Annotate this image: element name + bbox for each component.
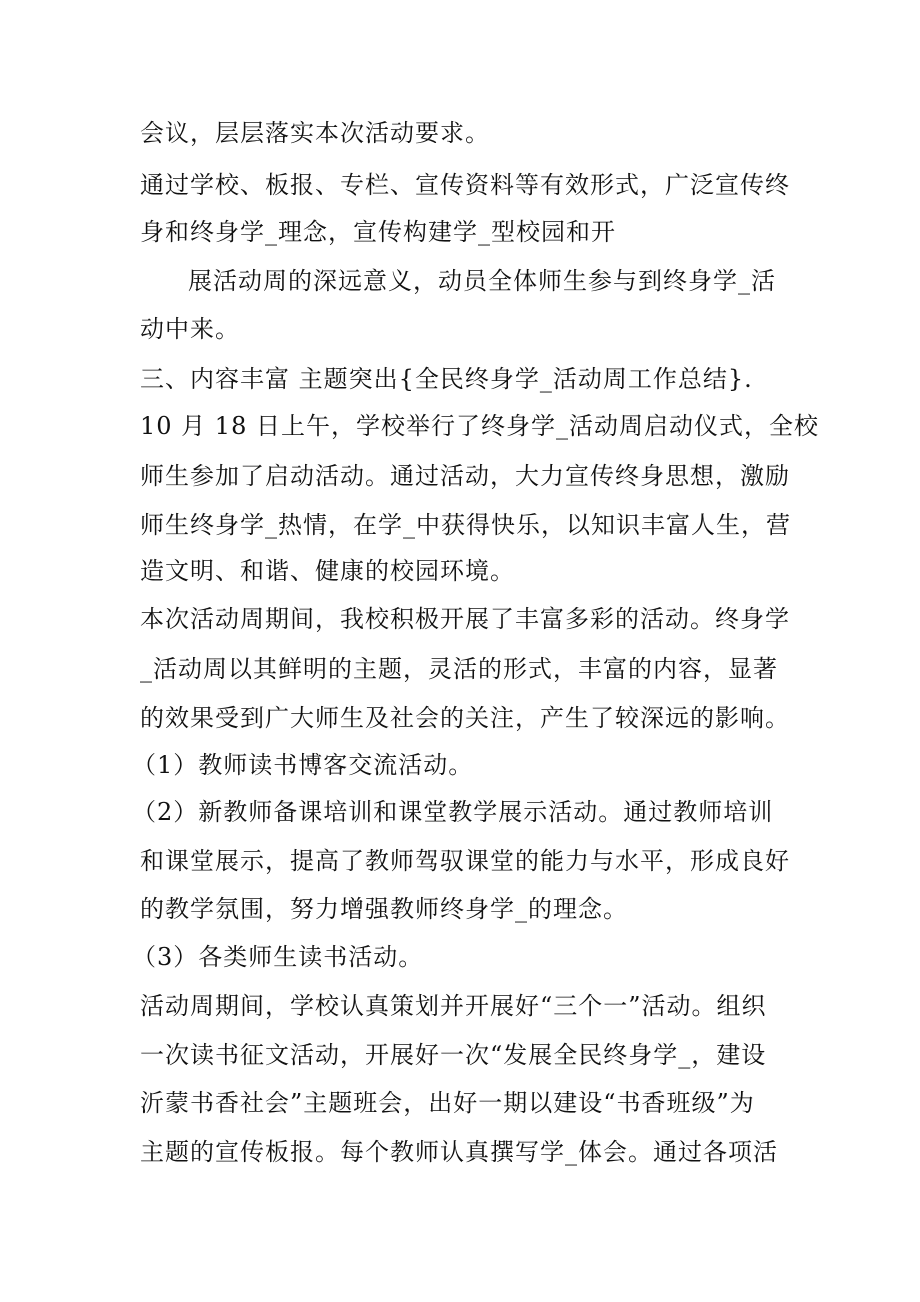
text-line: 通过学校、板报、专栏、宣传资料等有效形式，广泛宣传终 (140, 171, 790, 199)
text-line: 主题的宣传板报。每个教师认真撰写学_体会。通过各项活 (140, 1138, 778, 1166)
text-line: 师生参加了启动活动。通过活动，大力宣传终身思想，激励 (140, 462, 790, 490)
text-line: 师生终身学_热情，在学_中获得快乐，以知识丰富人生，营 (140, 511, 791, 539)
text-line: 沂蒙书香社会”主题班会，出好一期以建设“书香班级”为 (140, 1089, 755, 1117)
text-line: 动中来。 (140, 315, 240, 343)
text-line: 和课堂展示，提高了教师驾驭课堂的能力与水平，形成良好 (140, 847, 790, 875)
text-line: 的教学氛围，努力增强教师终身学_的理念。 (140, 895, 628, 923)
section-heading: 三、内容丰富 主题突出{全民终身学_活动周工作总结}. (140, 365, 753, 393)
text-line: 的效果受到广大师生及社会的关注，产生了较深远的影响。 (140, 704, 790, 732)
list-item: （1）教师读书博客交流活动。 (132, 751, 474, 779)
text-line: 会议，层层落实本次活动要求。 (140, 119, 490, 147)
text-line: 身和终身学_理念，宣传构建学_型校园和开 (140, 218, 616, 246)
text-line: 本次活动周期间，我校积极开展了丰富多彩的活动。终身学 (140, 605, 790, 633)
list-item: （3）各类师生读书活动。 (132, 943, 424, 971)
text-line: 活动周期间，学校认真策划并开展好“三个一”活动。组织 (140, 992, 767, 1020)
text-line: 造文明、和谐、健康的校园环境。 (140, 557, 515, 585)
list-item: （2）新教师备课培训和课堂教学展示活动。通过教师培训 (132, 798, 774, 826)
text-line: _活动周以其鲜明的主题，灵活的形式，丰富的内容，显著 (140, 655, 778, 683)
text-line: 10 月 18 日上午，学校举行了终身学_活动周启动仪式，全校 (140, 412, 819, 440)
text-line: 展活动周的深远意义，动员全体师生参与到终身学_活 (188, 267, 776, 295)
text-line: 一次读书征文活动，开展好一次“发展全民终身学_，建设 (140, 1041, 767, 1069)
